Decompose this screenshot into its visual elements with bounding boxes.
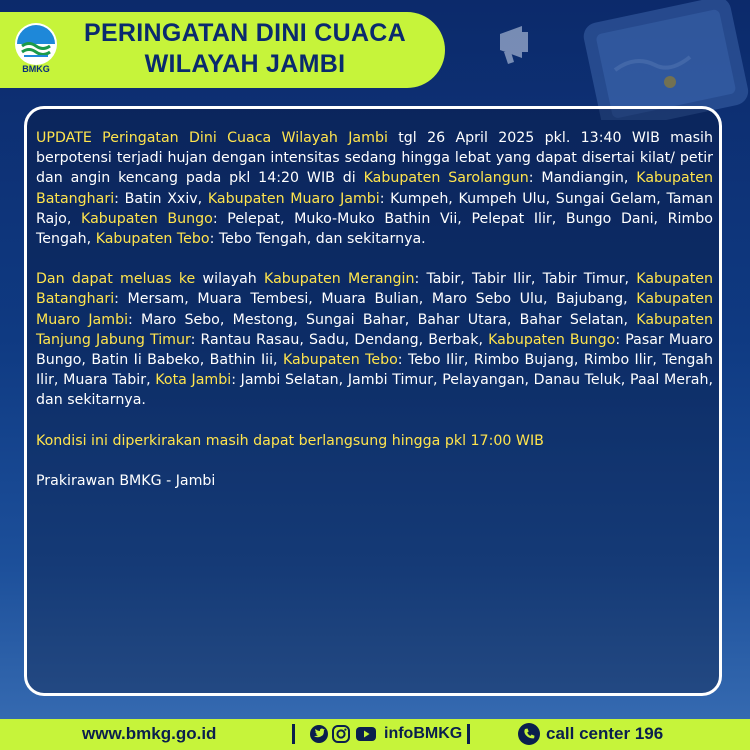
highlighted-text: Kabupaten Tanjung Jabung Timur bbox=[36, 311, 713, 348]
body-text: : Mandiangin, bbox=[528, 170, 637, 187]
body-text: : Tebo Ilir, Rimbo Bujang, Rimbo Ilir, Tengah Ilir, Muara Tabir, bbox=[36, 352, 714, 389]
highlighted-text: Kabupaten Sarolangun bbox=[363, 170, 529, 187]
body-text: : Jambi Selatan, Jambi Timur, Pelayangan, Danau Teluk, Paal Merah, dan sekitarnya. bbox=[36, 372, 713, 409]
highlighted-text: Kabupaten Muaro Jambi bbox=[36, 291, 713, 328]
logo-text: BMKG bbox=[22, 64, 50, 74]
body-text: : Rantau Rasau, Sadu, Dendang, Berbak, bbox=[190, 331, 489, 348]
footer-separator bbox=[467, 724, 470, 744]
body-text: wilayah bbox=[195, 271, 265, 288]
highlighted-text: Kabupaten Batanghari bbox=[36, 170, 713, 207]
title-line-1: PERINGATAN DINI CUACA bbox=[83, 19, 407, 47]
highlighted-text: Kota Jambi bbox=[155, 372, 232, 389]
duration-statement: Kondisi ini diperkirakan masih dapat berlangsung hingga pkl 17:00 WIB bbox=[36, 432, 544, 449]
body-text: : Pelepat, Muko-Muko Bathin Vii, Pelepat Ilir, Bungo Dani, Rimbo Tengah, bbox=[36, 210, 713, 248]
footer-separator bbox=[292, 724, 295, 744]
body-text: : Maro Sebo, Mestong, Sungai Bahar, Bahar Utara, Bahar Selatan, bbox=[128, 311, 637, 328]
phone-icon[interactable] bbox=[518, 723, 540, 745]
body-text: : Pasar Muaro Bungo, Batin Ii Babeko, Bathin Iii, bbox=[36, 331, 713, 369]
highlighted-text: Kabupaten Batanghari bbox=[36, 271, 714, 308]
call-center-label[interactable]: call center 196 bbox=[546, 724, 664, 743]
body-text: : Tebo Tengah, dan sekitarnya. bbox=[209, 231, 426, 248]
highlighted-text: UPDATE Peringatan Dini Cuaca Wilayah Jambi bbox=[36, 130, 388, 146]
megaphone-icon bbox=[500, 26, 528, 64]
footer-bar bbox=[0, 719, 750, 750]
highlighted-text: Dan dapat meluas ke bbox=[36, 271, 196, 288]
body-text: : Mersam, Muara Tembesi, Muara Bulian, Maro Sebo Ulu, Bajubang, bbox=[114, 291, 637, 308]
website-link[interactable]: www.bmkg.go.id bbox=[82, 724, 217, 743]
highlighted-text: Kabupaten Merangin bbox=[264, 271, 415, 288]
body-text: : Tabir, Tabir Ilir, Tabir Timur, bbox=[414, 271, 637, 288]
twitter-icon[interactable] bbox=[310, 725, 328, 743]
youtube-icon[interactable] bbox=[355, 725, 377, 743]
highlighted-text: Kabupaten Tebo bbox=[95, 231, 210, 248]
forecaster-signature: Prakirawan BMKG - Jambi bbox=[36, 472, 216, 489]
instagram-icon[interactable] bbox=[332, 725, 350, 743]
warning-paragraph-2 bbox=[36, 269, 713, 410]
body-text: : Batin Xxiv, bbox=[114, 190, 208, 207]
page-title bbox=[70, 18, 420, 80]
body-text: : Kumpeh, Kumpeh Ulu, Sungai Gelam, Taman Rajo, bbox=[36, 190, 713, 227]
social-handle[interactable]: infoBMKG bbox=[384, 725, 463, 742]
body-text: tgl 26 April 2025 pkl. 13:40 WIB masih berpotensi terjadi hujan dengan intensitas sedang hingga lebat yang dapat disertai kilat/ petir dan angin kencang pada pkl 14:20 WIB di bbox=[36, 130, 713, 187]
warning-content bbox=[36, 128, 713, 511]
highlighted-text: Kabupaten Bungo bbox=[488, 331, 616, 348]
title-line-2: WILAYAH JAMBI bbox=[144, 50, 346, 78]
highlighted-text: Kabupaten Tebo bbox=[282, 352, 398, 369]
decorative-megaphone-illustration bbox=[440, 0, 750, 120]
warning-paragraph-1 bbox=[36, 128, 713, 249]
highlighted-text: Kabupaten Bungo bbox=[81, 210, 213, 227]
highlighted-text: Kabupaten Muaro Jambi bbox=[207, 190, 380, 207]
